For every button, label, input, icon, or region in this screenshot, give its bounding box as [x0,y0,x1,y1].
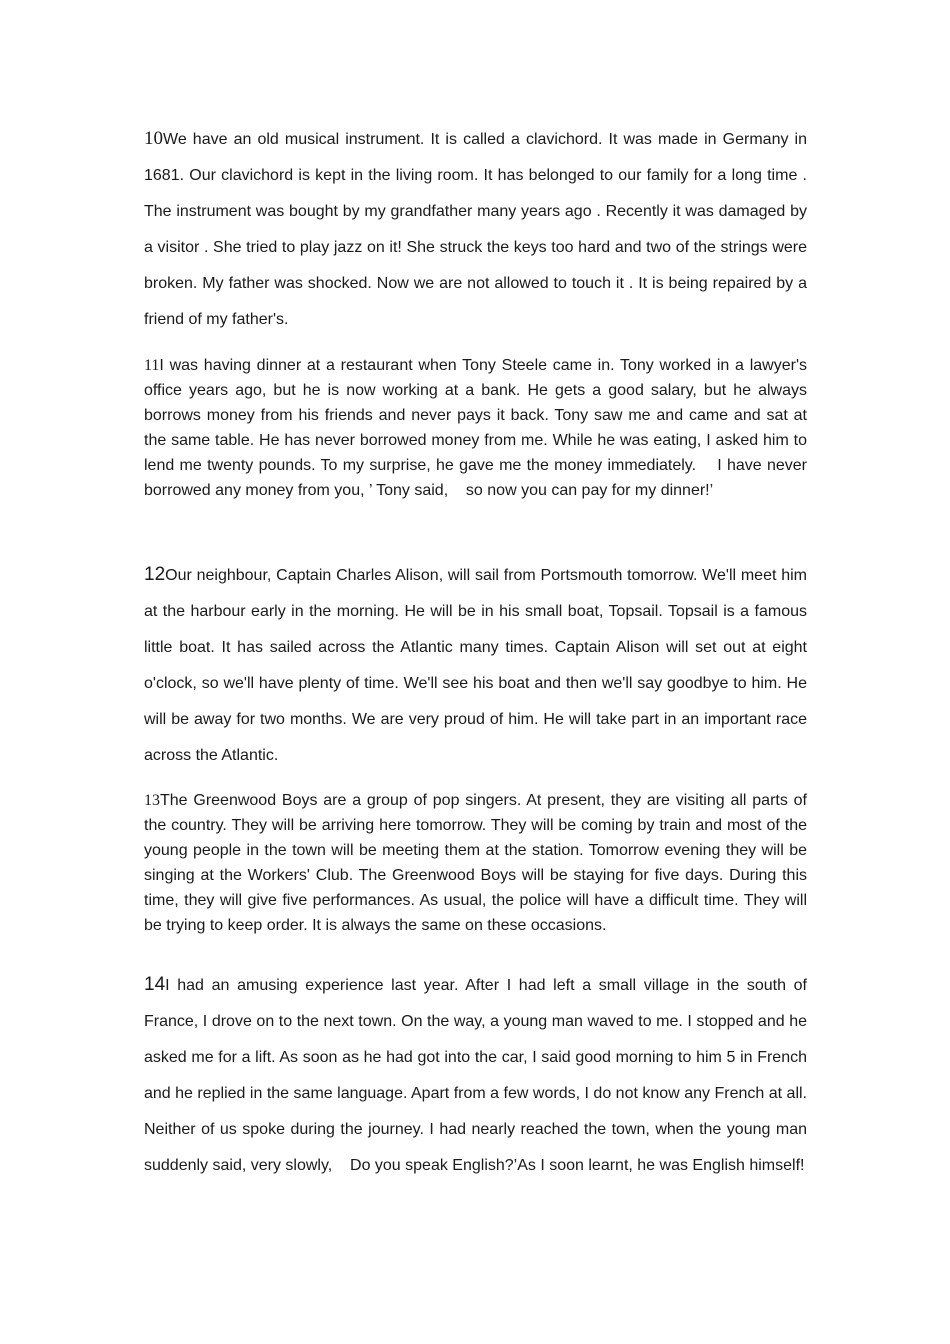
passage-11 [144,353,807,503]
passage-text: The Greenwood Boys are a group of pop singers. At present, they are visiting all parts of the country. They will be arriving here tomorrow. They will be coming by train and most of the young people in the town will be meeting them at the station. Tomorrow evening they will be singing at the Workers' Club. The Greenwood Boys will be staying for five days. During this time, they will give five performances. As usual, the police will have a difficult time. They will be trying to keep order. It is always the same on these occasions. [144,792,807,934]
passage-number: 11 [144,357,160,374]
passage-text: We have an old musical instrument. It is called a clavichord. It was made in Germany in 1681. Our clavichord is kept in the living room. It has belonged to our family for a long time . The instrument was bought by my grandfather many years ago . Recently it was damaged by a visitor . She tried to play jazz on it! She struck the keys too hard and two of the strings were broken. My father was shocked. Now we are not allowed to touch it . It is being repaired by a friend of my father's. [144,131,807,328]
passage-12 [144,557,807,774]
passage-number: 14 [144,974,166,995]
passage-14 [144,967,807,1184]
passage-text: Our neighbour, Captain Charles Alison, will sail from Portsmouth tomorrow. We'll meet him at the harbour early in the morning. He will be in his small boat, Topsail. Topsail is a famous little boat. It has sailed across the Atlantic many times. Captain Alison will set out at eight o'clock, so we'll have plenty of time. We'll see his boat and then we'll say goodbye to him. He will be away for two months. We are very proud of him. He will take part in an important race across the Atlantic. [144,567,807,764]
passage-number: 13 [144,792,160,809]
passage-number: 12 [144,564,166,585]
passage-10 [144,121,807,338]
passage-text: I was having dinner at a restaurant when Tony Steele came in. Tony worked in a lawyer's office years ago, but he is now working at a bank. He gets a good salary, but he always borrows money from his friends and never pays it back. Tony saw me and came and sat at the same table. He has never borrowed money from me. While he was eating, I asked him to lend me twenty pounds. To my surprise, he gave me the money immediately. I have never borrowed any money from you, ’ Tony said, so now you can pay for my dinner!’ [144,357,807,499]
passage-text: I had an amusing experience last year. After I had left a small village in the south of France, I drove on to the next town. On the way, a young man waved to me. I stopped and he asked me for a lift. As soon as he had got into the car, I said good morning to him 5 in French and he replied in the same language. Apart from a few words, I do not know any French at all. Neither of us spoke during the journey. I had nearly reached the town, when the young man suddenly said, very slowly, Do you speak English?’As I soon learnt, he was English himself! [144,977,807,1174]
passage-13 [144,788,807,938]
passage-number: 10 [144,128,163,149]
